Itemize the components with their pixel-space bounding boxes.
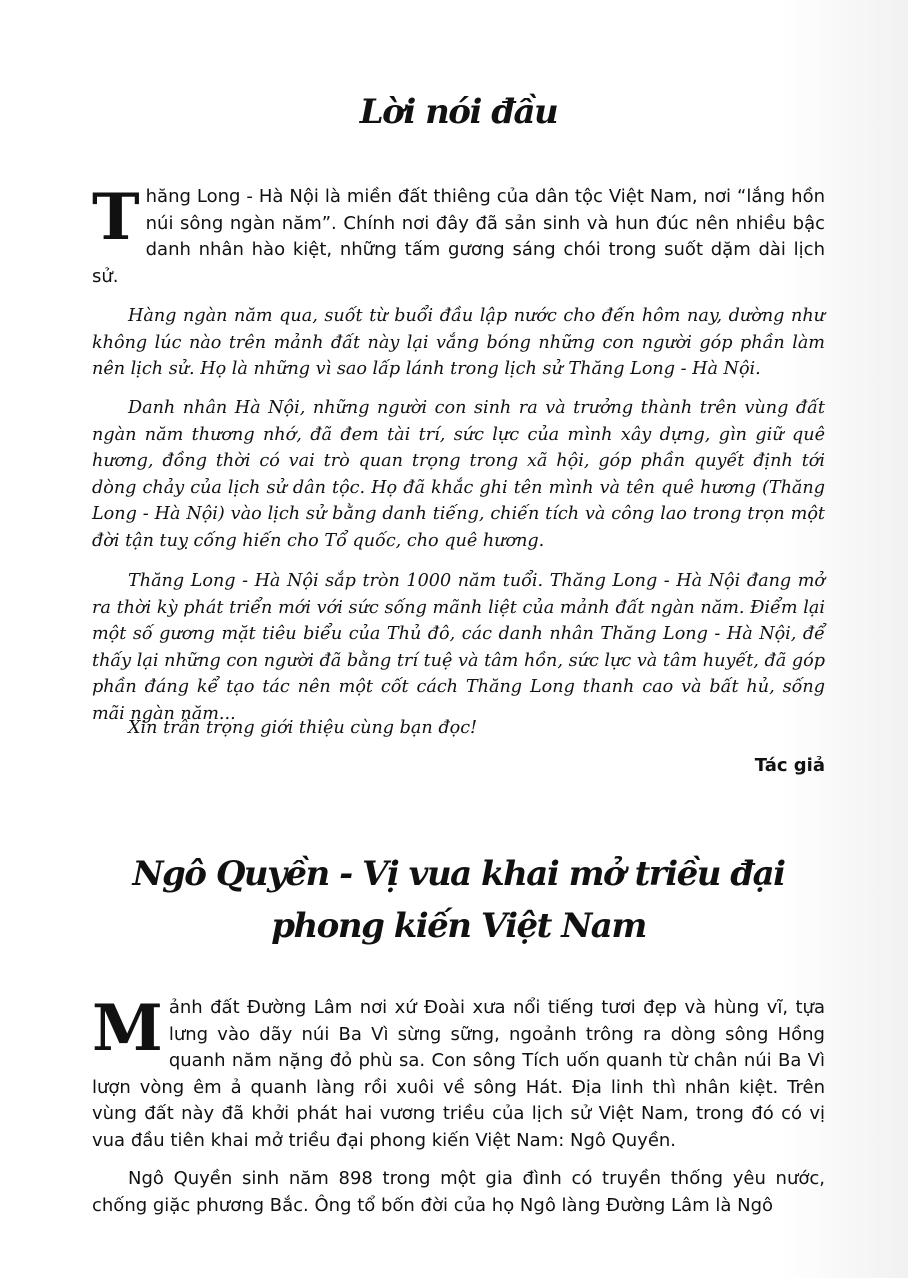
drop-cap-m: M [92,991,163,1066]
foreword-paragraph-1 [92,180,825,290]
foreword-paragraph-4: Thăng Long - Hà Nội sắp tròn 1000 năm tuổi. Thăng Long - Hà Nội đang mở ra thời kỳ phát triển mới với sức sống mãnh liệt của mảnh đất ngàn năm. Điểm lại một số gương mặt tiêu biểu của Thủ đô, các danh nhân Thăng Long - Hà Nội, để thấy lại những con người đã bằng trí tuệ và tâm hồn, sức lực và tâm huyết, đã góp phần đáng kể tạo tác nên một cốt cách Thăng Long thanh cao và bất hủ, sống mãi ngàn năm... [92,571,825,724]
chapter-paragraph-1-text: ảnh đất Đường Lâm nơi xứ Đoài xưa nổi tiếng tươi đẹp và hùng vĩ, tựa lưng vào dãy núi Ba Vì sừng sững, ngoảnh trông ra dòng sông Hồng quanh năm nặng đỏ phù sa. Con sông Tích uốn quanh từ chân núi Ba Vì lượn vòng êm ả quanh làng rồi xuôi về sông Hát. Địa linh thì nhân kiệt. Trên vùng đất này đã khởi phát hai vương triều của lịch sử Việt Nam, trong đó có vị vua đầu tiên khai mở triều đại phong kiến Việt Nam: Ngô Quyền. [92,997,825,1151]
foreword-paragraph-1-text: hăng Long - Hà Nội là miền đất thiêng của dân tộc Việt Nam, nơi “lắng hồn núi sông ngàn năm”. Chính nơi đây đã sản sinh và hun đúc nên nhiều bậc danh nhân hào kiệt, những tấm gương sáng chói trong suốt dặm dài lịch sử. [92,186,825,287]
foreword-paragraph-2: Hàng ngàn năm qua, suốt từ buổi đầu lập nước cho đến hôm nay, dường như không lúc nào trên mảnh đất này lại vắng bóng những con người góp phần làm nên lịch sử. Họ là những vì sao lấp lánh trong lịch sử Thăng Long - Hà Nội. [92,306,825,380]
drop-cap-t: T [92,180,140,255]
foreword-paragraph-3: Danh nhân Hà Nội, những người con sinh ra và trưởng thành trên vùng đất ngàn năm thương nhớ, đã đem tài trí, sức lực của mình xây dựng, gìn giữ quê hương, đồng thời có vai trò quan trọng trong xã hội, góp phần quyết định tới dòng chảy của lịch sử dân tộc. Họ đã khắc ghi tên mình và tên quê hương (Thăng Long - Hà Nội) vào lịch sử bằng danh tiếng, chiến tích và công lao trong trọn một đời tận tuỵ cống hiến cho Tổ quốc, cho quê hương. [92,398,825,551]
foreword-closing: Xin trân trọng giới thiệu cùng bạn đọc! [128,718,478,738]
chapter-paragraph-2: Ngô Quyền sinh năm 898 trong một gia đình có truyền thống yêu nước, chống giặc phương Bắc. Ông tổ bốn đời của họ Ngô làng Đường Lâm là Ngô [92,1168,825,1216]
foreword-title: Lời nói đầu [359,92,558,132]
author-signature: Tác giả [754,755,825,776]
chapter-title: Ngô Quyền - Vị vua khai mở triều đại phong kiến Việt Nam [132,854,785,946]
chapter-paragraph-1 [92,991,825,1155]
